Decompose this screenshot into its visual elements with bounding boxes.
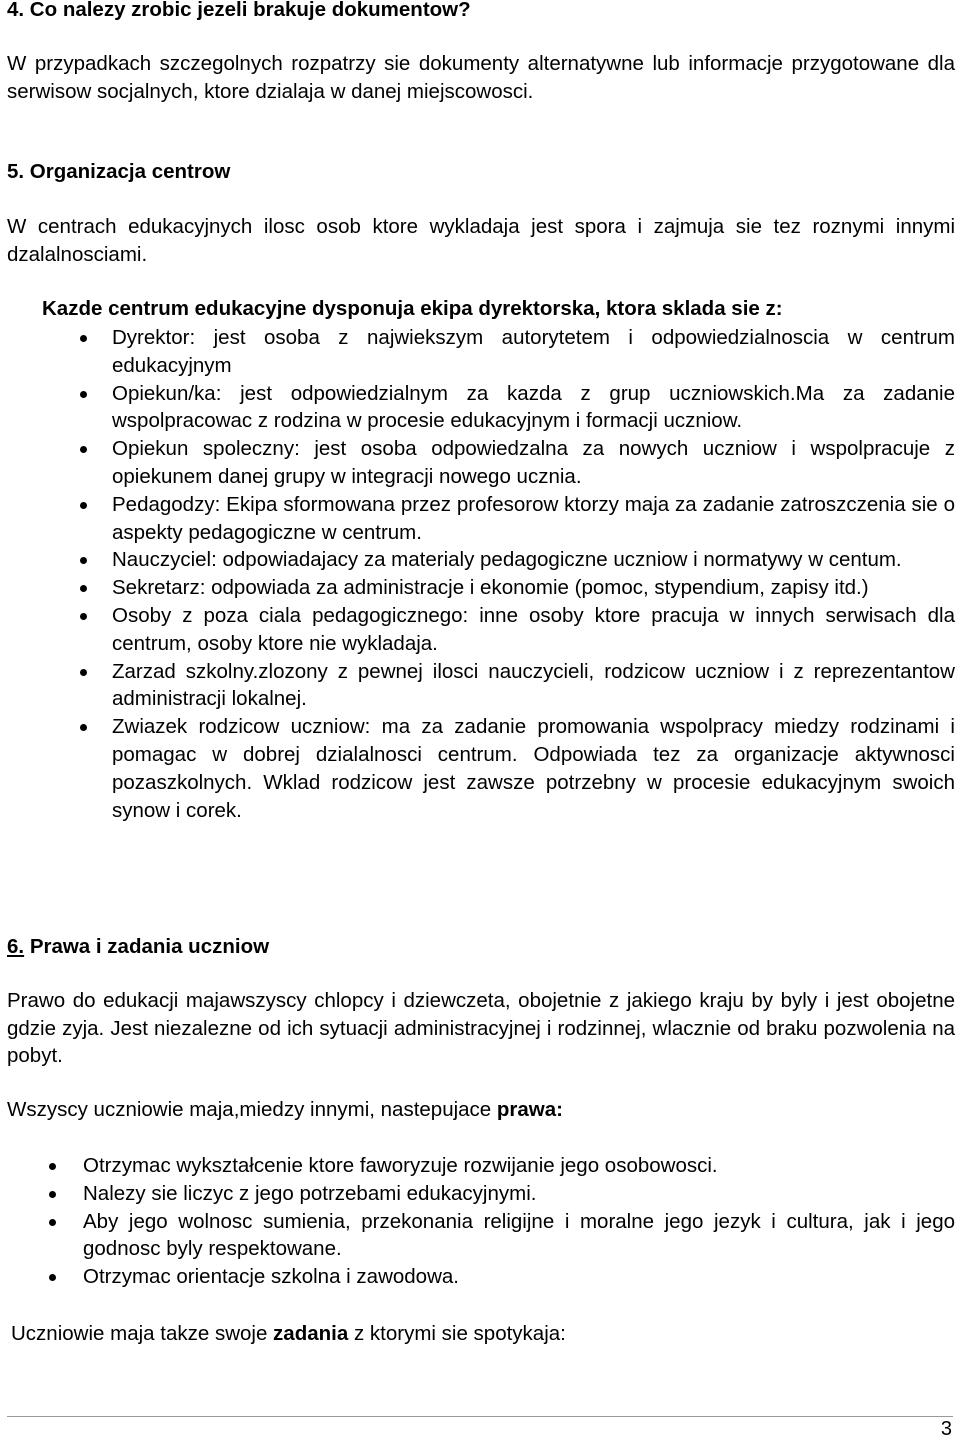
section-6-body	[7, 987, 955, 1070]
list-item: Otrzymac orientacje szkolna i zawodowa.	[7, 1263, 955, 1291]
rights-list-block	[7, 1152, 955, 1291]
section-6-paragraph: Prawo do edukacji majawszyscy chlopcy i dziewczeta, obojetnie z jakiego kraju by byly i jest obojetne gdzie zyja. Jest niezalezne od ich sytuacji administracyjnej i rodzinnej, wlacznie od braku pozwolenia na pobyt.	[7, 989, 955, 1067]
section-5	[7, 158, 955, 185]
management-team-list	[7, 324, 955, 824]
bullet-icon	[80, 446, 87, 453]
bullet-icon	[80, 613, 87, 620]
section-4-heading: 4. Co nalezy zrobic jezeli brakuje dokumentow?	[7, 0, 471, 21]
bullet-icon	[80, 585, 87, 592]
section-5-list-block	[7, 324, 955, 824]
rights-intro: Wszyscy uczniowie maja,miedzy innymi, nastepujace prawa:	[7, 1098, 563, 1121]
bullet-icon	[49, 1163, 56, 1170]
bullet-icon	[80, 669, 87, 676]
section-6	[7, 933, 955, 960]
list-item: Pedagodzy: Ekipa sformowana przez profesorow ktorzy maja za zadanie zatroszczenia sie o aspekty pedagogiczne w centrum.	[7, 491, 955, 547]
list-item: Nauczyciel: odpowiadajacy za materialy pedagogiczne uczniow i normatywy w centum.	[7, 546, 955, 574]
bullet-icon	[49, 1191, 56, 1198]
section-5-body	[7, 213, 955, 268]
list-item: Osoby z poza ciala pedagogicznego: inne osoby ktore pracuja w innych serwisach dla centrum, osoby ktore nie wykladaja.	[7, 602, 955, 658]
bullet-icon	[49, 1274, 56, 1281]
section-5-paragraph: W centrach edukacyjnych ilosc osob ktore wykladaja jest spora i zajmuja sie tez roznymi innymi dzalalnosciami.	[7, 215, 955, 266]
section-4-paragraph: W przypadkach szczegolnych rozpatrzy sie dokumenty alternatywne lub informacje przygotowane dla serwisow socjalnych, ktore dzialaja w danej miejscowosci.	[7, 52, 955, 103]
list-item: Otrzymac wykształcenie ktore faworyzuje rozwijanie jego osobowosci.	[7, 1152, 955, 1180]
section-5-heading: 5. Organizacja centrow	[7, 160, 231, 183]
bullet-icon	[80, 335, 87, 342]
list-item: Zwiazek rodzicow uczniow: ma za zadanie promowania wspolpracy miedzy rodzinami i pomagac w dobrej dzialalnosci centrum. Odpowiada tez za organizacje aktywnosci pozaszkolnych. Wklad rodzicow jest zawsze potrzebny w procesie edukacyjnym swoich synow i corek.	[7, 713, 955, 824]
section-4-body	[7, 50, 955, 105]
section-6-number: 6.	[7, 935, 25, 958]
list-item: Opiekun spoleczny: jest osoba odpowiedzalna za nowych uczniow i wspolpracuje z opiekunem danej grupy w integracji nowego ucznia.	[7, 435, 955, 491]
list-item: Aby jego wolnosc sumienia, przekonania religijne i moralne jego jezyk i cultura, jak i jego godnosc byly respektowane.	[7, 1208, 955, 1264]
bullet-icon	[80, 391, 87, 398]
list-item: Opiekun/ka: jest odpowiedzialnym za kazda z grup uczniowskich.Ma za zadanie wspolpracowac z rodzina w procesie edukacyjnym i formacji uczniow.	[7, 380, 955, 436]
page-number: 3	[940, 1418, 952, 1440]
list-item: Sekretarz: odpowiada za administracje i ekonomie (pomoc, stypendium, zapisy itd.)	[7, 574, 955, 602]
list-item: Dyrektor: jest osoba z najwiekszym autorytetem i odpowiedzialnoscia w centrum edukacyjnym	[7, 324, 955, 380]
rights-intro-block	[7, 1096, 955, 1124]
duties-intro-block	[11, 1320, 959, 1348]
bullet-icon	[80, 557, 87, 564]
section-5-list-title: Kazde centrum edukacyjne dysponuja ekipa dyrektorska, ktora sklada sie z:	[42, 297, 783, 320]
section-5-list-title-block	[42, 295, 955, 322]
list-item: Nalezy sie liczyc z jego potrzebami edukacyjnymi.	[7, 1180, 955, 1208]
duties-intro: Uczniowie maja takze swoje zadania z ktorymi sie spotykaja:	[11, 1322, 566, 1345]
rights-list	[7, 1152, 955, 1291]
section-6-heading	[7, 933, 955, 960]
bullet-icon	[80, 724, 87, 731]
list-item: Zarzad szkolny.zlozony z pewnej ilosci nauczycieli, rodzicow uczniow i z reprezentantow administracji lokalnej.	[7, 658, 955, 714]
footer-divider	[7, 1416, 953, 1417]
bullet-icon	[80, 502, 87, 509]
section-4	[7, 0, 955, 23]
section-6-title: Prawa i zadania uczniow	[29, 935, 270, 958]
bullet-icon	[49, 1219, 56, 1226]
